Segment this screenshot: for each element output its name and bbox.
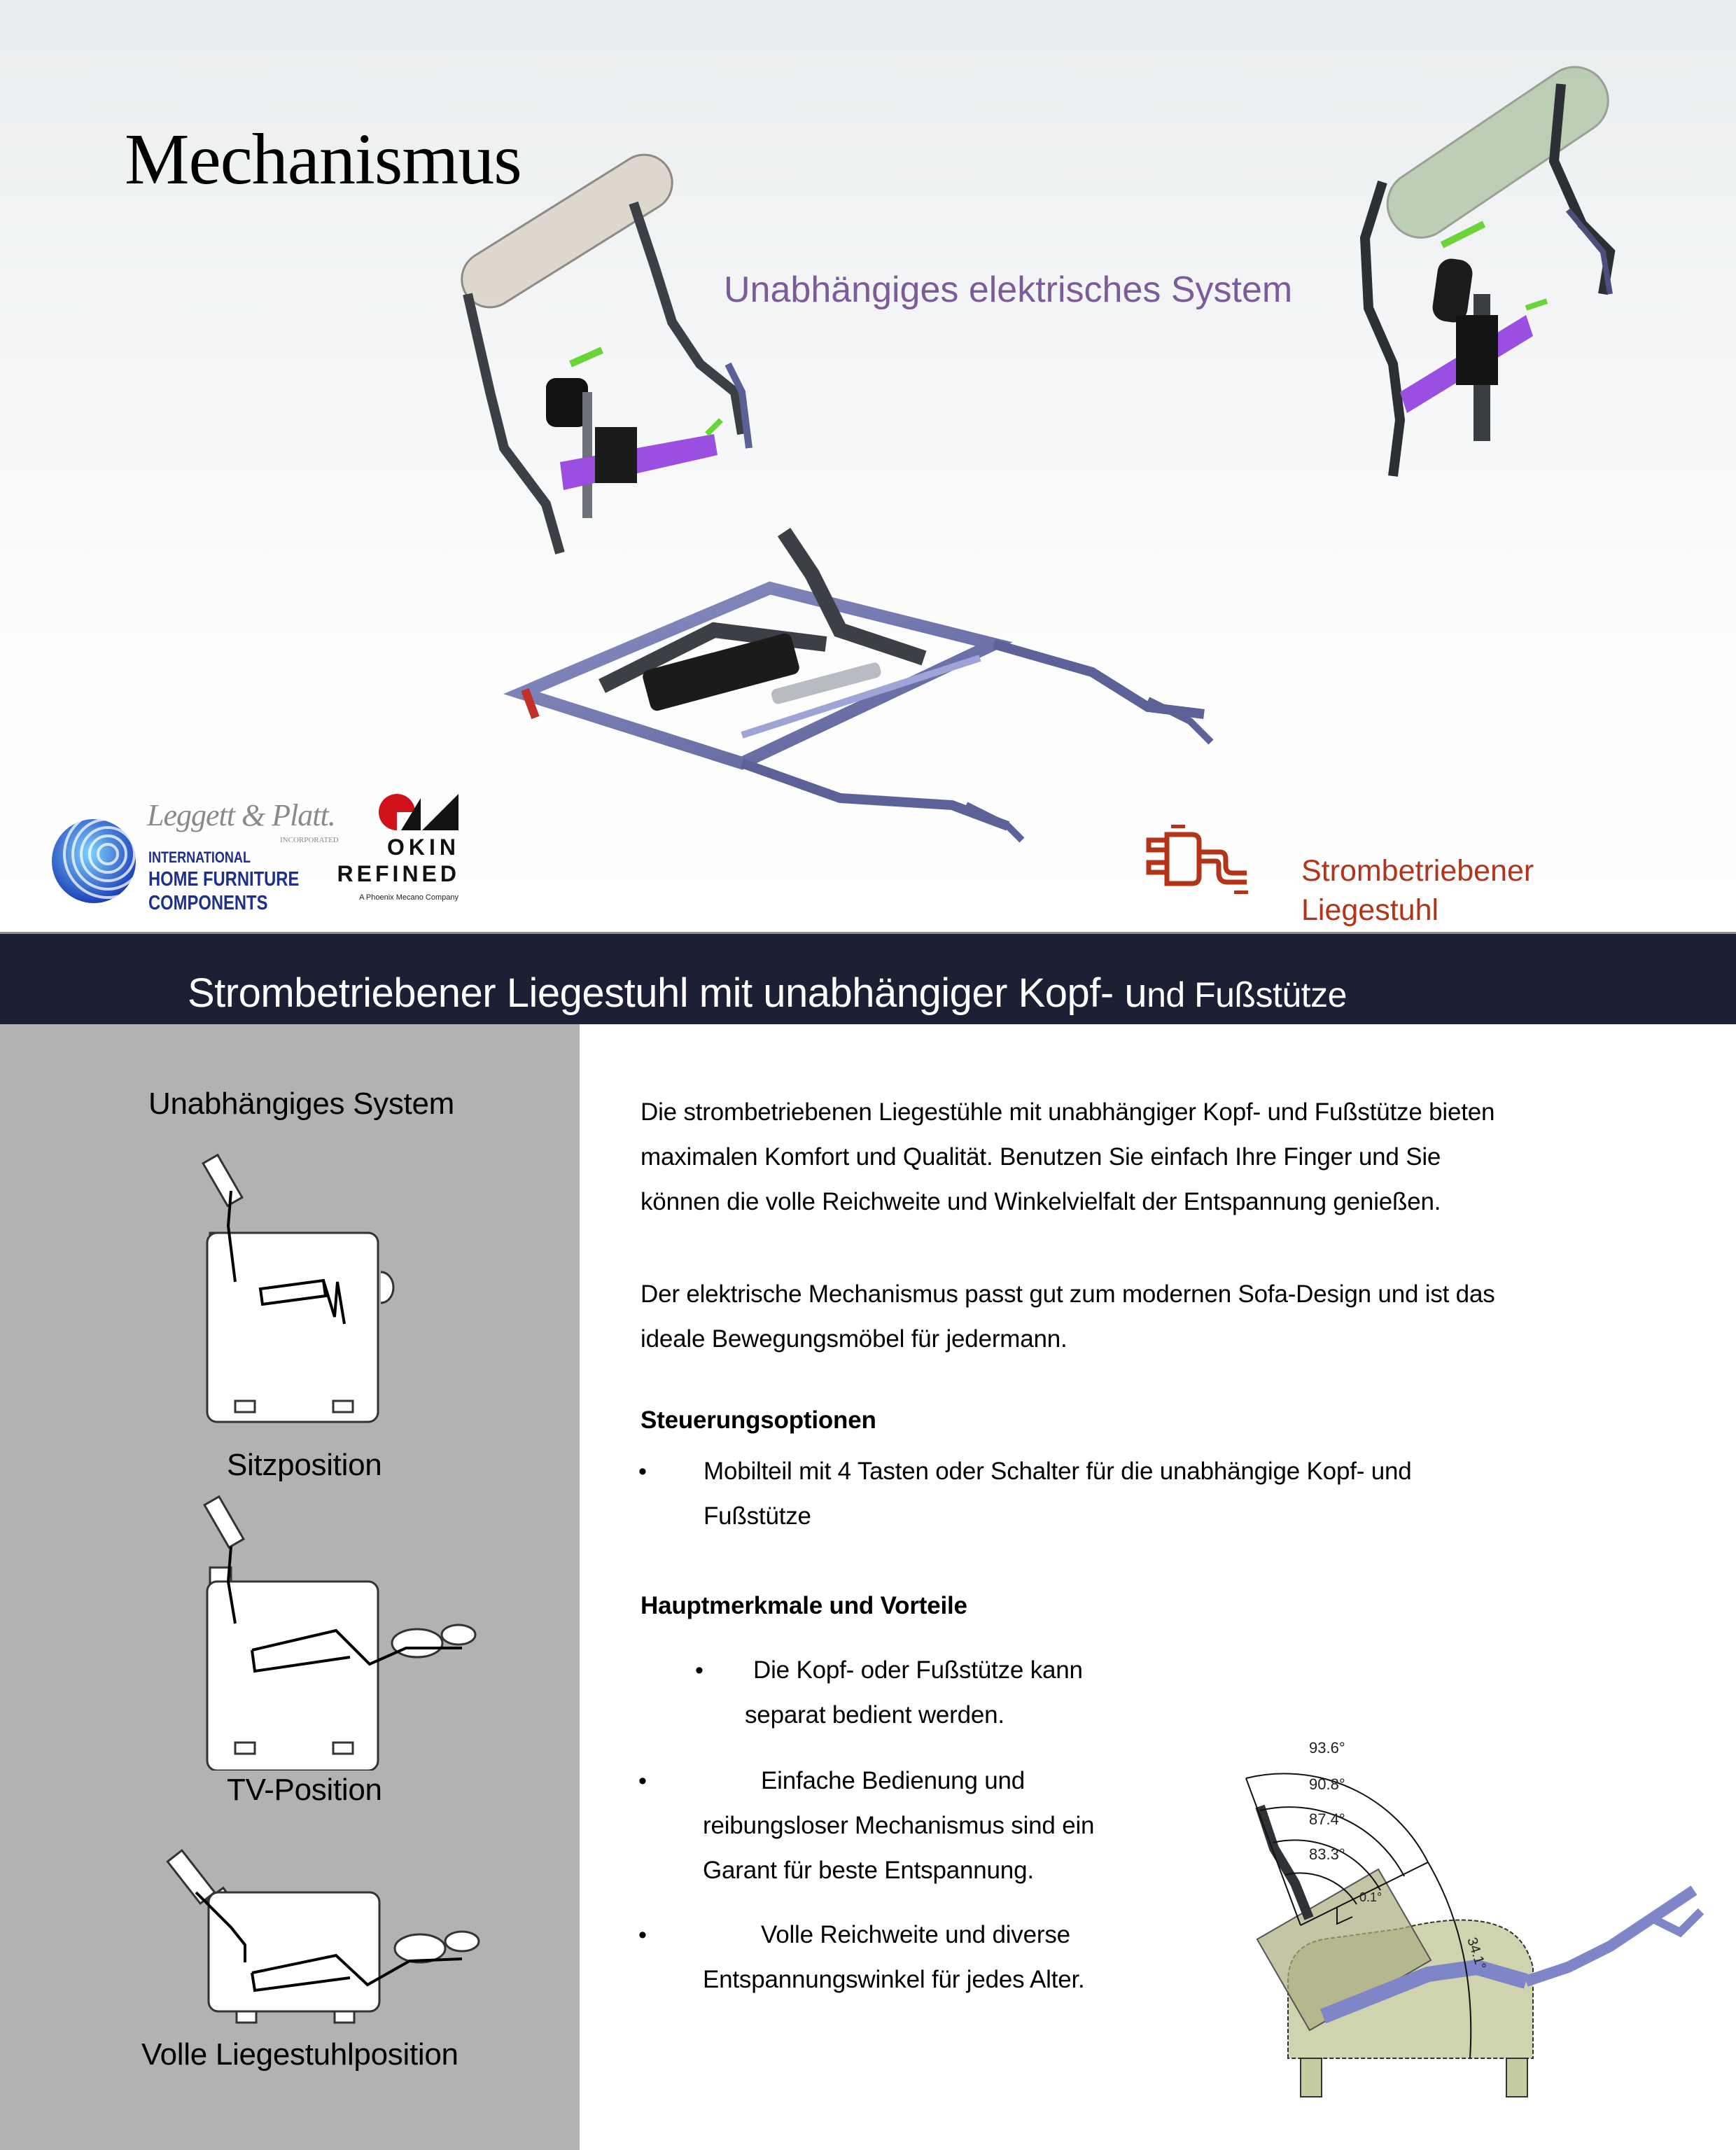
- description-para1: [640, 1090, 1494, 1224]
- headrest-assembly-right: [1365, 55, 1621, 476]
- angle-label: 87.4°: [1309, 1810, 1345, 1828]
- recliner-reclined-icon: [161, 1822, 490, 2025]
- features-heading: Hauptmerkmale und Vorteile: [640, 1592, 967, 1619]
- feature-line: Volle Reichweite und diverse: [761, 1921, 1070, 1948]
- recline-angle-diagram: [1232, 1729, 1736, 2107]
- feature-item: [753, 1648, 1083, 1693]
- feature-item-cont: [703, 1957, 1085, 2002]
- para1-line: können die volle Reichweite und Winkelvielfalt der Entspannung genießen.: [640, 1188, 1441, 1215]
- leggett-line3: COMPONENTS: [148, 892, 268, 914]
- para2-line: Der elektrische Mechanismus passt gut zum modernen Sofa-Design und ist das: [640, 1280, 1495, 1308]
- hero-subtitle: Unabhängiges elektrisches System: [724, 270, 1293, 310]
- bullet-icon: •: [638, 1922, 647, 1948]
- feature-line: Entspannungswinkel für jedes Alter.: [703, 1966, 1085, 1993]
- control-option-item: [704, 1449, 1412, 1539]
- feature-line: separat bedient werden.: [745, 1701, 1004, 1729]
- positions-panel: [0, 1024, 580, 2150]
- bullet-icon: •: [638, 1768, 647, 1794]
- control-option-line: Mobilteil mit 4 Tasten oder Schalter für die unabhängige Kopf- und: [704, 1458, 1412, 1485]
- angle-label: 93.6°: [1309, 1739, 1345, 1757]
- angle-label: 83.3°: [1309, 1845, 1345, 1863]
- feature-line: reibungsloser Mechanismus sind ein: [703, 1812, 1095, 1839]
- para1-line: maximalen Komfort und Qualität. Benutzen Sie einfach Ihre Finger und Sie: [640, 1143, 1441, 1171]
- okin-word: OKIN: [387, 835, 460, 860]
- feature-line: Die Kopf- oder Fußstütze kann: [753, 1656, 1083, 1684]
- okin-logo: [337, 791, 460, 917]
- recliner-closed-icon: [196, 1149, 413, 1429]
- bullet-icon: •: [638, 1458, 647, 1485]
- angle-label: 0.1°: [1359, 1890, 1382, 1904]
- feature-line: Einfache Bedienung und: [761, 1767, 1026, 1794]
- hero-section: [0, 0, 1736, 932]
- okin-mark-icon: [376, 791, 460, 833]
- position-label-tv: TV-Position: [227, 1773, 382, 1807]
- para2-line: ideale Bewegungsmöbel für jedermann.: [640, 1325, 1068, 1353]
- control-options-heading: Steuerungsoptionen: [640, 1406, 876, 1434]
- power-badge: [1143, 821, 1577, 926]
- leggett-platt-logo: [49, 798, 339, 924]
- power-badge-line1: Strombetriebener: [1301, 854, 1534, 888]
- feature-item: [761, 1913, 1070, 1957]
- power-plug-icon: [1143, 821, 1304, 912]
- recliner-footrest-up-icon: [196, 1491, 490, 1771]
- leggett-incorporated: INCORPORATED: [280, 836, 339, 844]
- control-option-line: Fußstütze: [704, 1502, 811, 1530]
- angle-label: 34.1°: [1464, 1935, 1489, 1972]
- feature-line: Garant für beste Entspannung.: [703, 1857, 1034, 1884]
- position-label-full: Volle Liegestuhlposition: [141, 2037, 458, 2072]
- para1-line: Die strombetriebenen Liegestühle mit unabhängiger Kopf- und Fußstütze bieten: [640, 1098, 1495, 1126]
- globe-icon: [49, 812, 147, 910]
- okin-tagline: A Phoenix Mecano Company: [359, 893, 458, 902]
- feature-item-cont: [703, 1803, 1094, 1893]
- banner-title: [188, 969, 1347, 1019]
- title-banner: [0, 932, 1736, 1024]
- base-frame: [522, 532, 1211, 840]
- leggett-script: Leggett & Platt.: [147, 798, 335, 832]
- description-para2: [640, 1272, 1495, 1362]
- mechanism-illustration: [0, 0, 1736, 932]
- feature-item: [761, 1759, 1025, 1803]
- refined-word: REFINED: [337, 861, 460, 886]
- power-badge-text: [1301, 851, 1534, 930]
- bullet-icon: •: [695, 1657, 704, 1684]
- banner-title-main: Strombetriebener Liegestuhl mit unabhängiger Kopf- u: [188, 970, 1147, 1016]
- page-title: Mechanismus: [125, 119, 522, 200]
- angle-label: 90.8°: [1309, 1775, 1345, 1793]
- feature-item-cont: [745, 1693, 1004, 1738]
- banner-title-tail: nd Fußstütze: [1147, 975, 1347, 1014]
- position-label-independent: Unabhängiges System: [148, 1087, 455, 1121]
- position-label-sitting: Sitzposition: [227, 1448, 382, 1482]
- headrest-assembly-left: [451, 144, 749, 553]
- power-badge-line2: Liegestuhl: [1301, 893, 1439, 927]
- leggett-line2: HOME FURNITURE: [148, 868, 300, 891]
- leggett-line1: INTERNATIONAL: [148, 849, 251, 866]
